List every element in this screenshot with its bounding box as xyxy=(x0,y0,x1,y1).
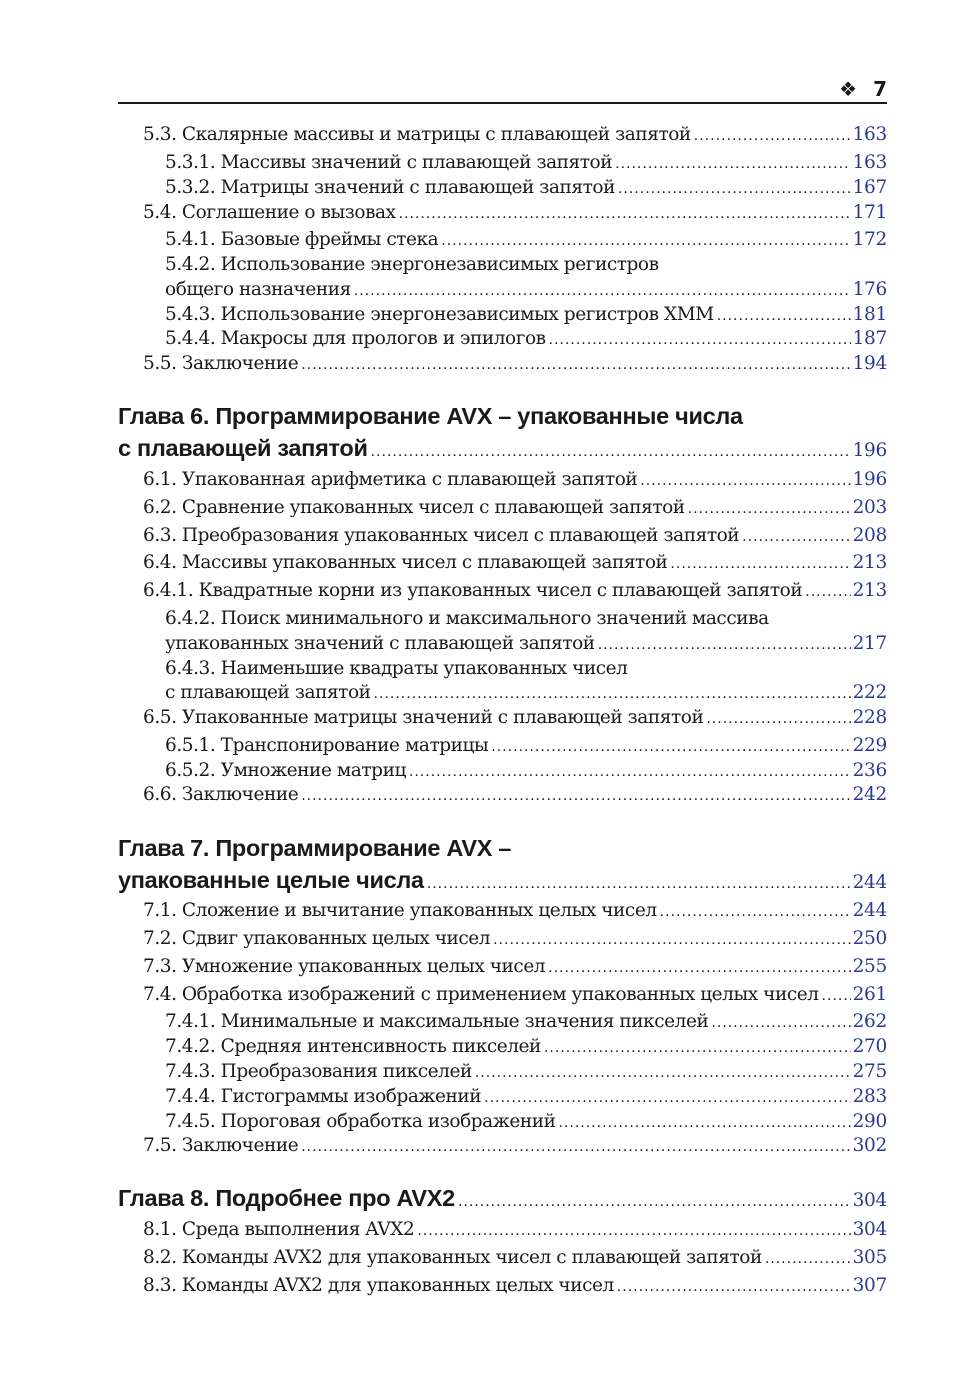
dot-leader xyxy=(475,1061,851,1085)
dot-leader xyxy=(660,900,851,924)
toc-entry-title: общего назначения xyxy=(165,279,351,300)
toc-entry[interactable] xyxy=(165,759,887,784)
toc-entry-page[interactable]: 228 xyxy=(852,707,887,728)
toc-entry[interactable] xyxy=(143,579,887,604)
toc-entry[interactable] xyxy=(143,468,887,493)
toc-entry-page[interactable]: 270 xyxy=(852,1036,887,1057)
toc-entry-title: 7.4.5. Пороговая обработка изображений xyxy=(165,1111,556,1132)
toc-entry-title: упакованных значений с плавающей запятой xyxy=(165,633,595,654)
toc-entry[interactable] xyxy=(143,783,887,808)
dot-leader xyxy=(484,1086,850,1110)
toc-entry-page[interactable]: 167 xyxy=(852,177,887,198)
dot-leader xyxy=(371,437,850,467)
toc-entry-title: 7.2. Сдвиг упакованных целых чисел xyxy=(143,928,491,949)
toc-entry-title: 7.4.3. Преобразования пикселей xyxy=(165,1061,472,1082)
dot-leader xyxy=(742,525,850,549)
dot-leader xyxy=(427,869,850,899)
dot-leader xyxy=(548,956,850,980)
chapter-page[interactable]: 244 xyxy=(852,872,887,893)
toc-entry[interactable] xyxy=(165,1010,887,1035)
toc-entry-page[interactable]: 244 xyxy=(852,900,887,921)
toc-entry-title-line1: 6.4.2. Поиск минимального и максимального значений массива xyxy=(165,608,769,629)
page-number: 7 xyxy=(873,77,887,101)
toc-entry-page[interactable]: 172 xyxy=(852,229,887,250)
toc-entry-page[interactable]: 163 xyxy=(852,124,887,145)
toc-entry[interactable] xyxy=(165,303,887,328)
chapter-title: с плавающей запятой xyxy=(118,435,368,461)
toc-entry-page[interactable]: 176 xyxy=(852,279,887,300)
dot-leader xyxy=(374,682,851,706)
toc-entry-title: 6.4.1. Квадратные корни из упакованных чисел с плавающей запятой xyxy=(143,580,803,601)
toc-entry-title: 5.3.2. Матрицы значений с плавающей запятой xyxy=(165,177,615,198)
dot-leader xyxy=(301,353,850,377)
toc-entry[interactable] xyxy=(143,1218,887,1243)
chapter-heading-line1: Глава 7. Программирование AVX – xyxy=(118,835,512,861)
toc-entry[interactable] xyxy=(165,278,887,303)
toc-entry-title: с плавающей запятой xyxy=(165,682,371,703)
toc-entry-title-line1: 6.4.3. Наименьшие квадраты упакованных чисел xyxy=(165,658,628,679)
dot-leader xyxy=(409,760,851,784)
dot-leader xyxy=(822,984,851,1008)
toc-entry-title: 7.1. Сложение и вычитание упакованных целых чисел xyxy=(143,900,657,921)
chapter-page[interactable]: 304 xyxy=(852,1190,887,1211)
toc-entry[interactable] xyxy=(143,123,887,148)
toc-entry-page[interactable]: 307 xyxy=(852,1275,887,1296)
toc-entry-title-line1: 5.4.2. Использование энергонезависимых регистров xyxy=(165,254,659,275)
toc-entry-page[interactable]: 208 xyxy=(852,525,887,546)
dot-leader xyxy=(765,1247,851,1271)
toc-entry-title: 6.5.2. Умножение матриц xyxy=(165,760,406,781)
toc-entry[interactable] xyxy=(143,706,887,731)
toc-entry[interactable] xyxy=(165,228,887,253)
toc-entry-page[interactable]: 236 xyxy=(852,760,887,781)
toc-entry-title: 7.4.2. Средняя интенсивность пикселей xyxy=(165,1036,541,1057)
toc-entry-page[interactable]: 305 xyxy=(852,1247,887,1268)
toc-entry[interactable] xyxy=(143,955,887,980)
toc-entry[interactable] xyxy=(165,1035,887,1060)
toc-entry[interactable] xyxy=(165,734,887,759)
toc-entry-page[interactable]: 171 xyxy=(852,202,887,223)
dot-leader xyxy=(558,1111,850,1135)
toc-entry-title: 6.1. Упакованная арифметика с плавающей запятой xyxy=(143,469,638,490)
toc-entry-page[interactable]: 213 xyxy=(852,552,887,573)
running-header xyxy=(118,76,887,104)
dot-leader xyxy=(805,580,850,604)
dot-leader xyxy=(417,1219,850,1243)
toc-entry-title: 8.3. Команды AVX2 для упакованных целых чисел xyxy=(143,1275,614,1296)
toc-entry-page[interactable]: 194 xyxy=(852,353,887,374)
dot-leader xyxy=(670,552,850,576)
toc-entry-title: 5.4.4. Макросы для прологов и эпилогов xyxy=(165,328,546,349)
dot-leader xyxy=(491,735,850,759)
toc-entry[interactable] xyxy=(165,1060,887,1085)
toc-entry-page[interactable]: 290 xyxy=(852,1111,887,1132)
dot-leader xyxy=(301,1135,850,1159)
toc-entry-title: 8.1. Среда выполнения AVX2 xyxy=(143,1219,415,1240)
toc-entry-page[interactable]: 242 xyxy=(852,784,887,805)
toc-entry-page[interactable]: 187 xyxy=(852,328,887,349)
toc-entry-title: 6.5. Упакованные матрицы значений с плавающей запятой xyxy=(143,707,704,728)
toc-entry[interactable] xyxy=(143,899,887,924)
toc-entry-page[interactable]: 261 xyxy=(852,984,887,1005)
toc-entry-title: 6.5.1. Транспонирование матрицы xyxy=(165,735,489,756)
toc-entry[interactable] xyxy=(165,681,887,706)
dot-leader xyxy=(615,152,850,176)
dot-leader xyxy=(458,1187,850,1217)
toc-entry-title: 8.2. Команды AVX2 для упакованных чисел с плавающей запятой xyxy=(143,1247,762,1268)
toc-entry-page[interactable]: 213 xyxy=(852,580,887,601)
toc-entry[interactable] xyxy=(143,1134,887,1159)
toc-entry-title: 6.2. Сравнение упакованных чисел с плавающей запятой xyxy=(143,497,685,518)
ornament-icon: ❖ xyxy=(839,77,857,101)
chapter-title: упакованные целые числа xyxy=(118,867,424,893)
toc-entry[interactable] xyxy=(143,524,887,549)
dot-leader xyxy=(711,1011,850,1035)
chapter-title: Глава 8. Подробнее про AVX2 xyxy=(118,1185,455,1211)
toc-entry-title: 5.4.1. Базовые фреймы стека xyxy=(165,229,439,250)
dot-leader xyxy=(688,497,851,521)
chapter-entry[interactable] xyxy=(118,1183,887,1217)
chapter-page[interactable]: 196 xyxy=(852,440,887,461)
dot-leader xyxy=(618,177,851,201)
toc-entry-title: 6.4. Массивы упакованных чисел с плавающей запятой xyxy=(143,552,668,573)
toc-entry[interactable] xyxy=(165,632,887,657)
toc-entry-title: 7.4.1. Минимальные и максимальные значения пикселей xyxy=(165,1011,709,1032)
dot-leader xyxy=(544,1036,851,1060)
toc-entry-page[interactable]: 181 xyxy=(852,304,887,325)
dot-leader xyxy=(301,784,850,808)
dot-leader xyxy=(640,469,850,493)
toc-entry[interactable] xyxy=(143,352,887,377)
dot-leader xyxy=(354,279,851,303)
dot-leader xyxy=(441,229,850,253)
toc-entry[interactable] xyxy=(165,1085,887,1110)
dot-leader xyxy=(598,633,851,657)
toc-entry-page[interactable]: 222 xyxy=(852,682,887,703)
toc-entry-title: 6.3. Преобразования упакованных чисел с плавающей запятой xyxy=(143,525,740,546)
toc-entry[interactable] xyxy=(143,1246,887,1271)
toc-entry[interactable] xyxy=(143,551,887,576)
toc-entry[interactable] xyxy=(143,1274,887,1299)
toc-entry[interactable] xyxy=(143,927,887,952)
toc-entry-title: 7.3. Умножение упакованных целых чисел xyxy=(143,956,546,977)
dot-leader xyxy=(399,202,851,226)
toc-entry[interactable] xyxy=(165,151,887,176)
toc-entry-page[interactable]: 283 xyxy=(852,1086,887,1107)
toc-entry[interactable] xyxy=(165,176,887,201)
toc-entry-page[interactable]: 250 xyxy=(852,928,887,949)
toc-entry-page[interactable]: 255 xyxy=(852,956,887,977)
toc-entry-page[interactable]: 196 xyxy=(852,469,887,490)
toc-entry-page[interactable]: 217 xyxy=(852,633,887,654)
chapter-heading-line1: Глава 6. Программирование AVX – упакованные числа xyxy=(118,403,743,429)
toc-entry-title: 7.5. Заключение xyxy=(143,1135,299,1156)
toc-entry-page[interactable]: 275 xyxy=(852,1061,887,1082)
toc-entry[interactable] xyxy=(143,201,887,226)
toc-entry-title: 5.4.3. Использование энергонезависимых регистров XMM xyxy=(165,304,714,325)
toc-entry[interactable] xyxy=(143,983,887,1008)
toc-entry-title: 5.5. Заключение xyxy=(143,353,299,374)
toc-entry-title: 7.4. Обработка изображений с применением упакованных целых чисел xyxy=(143,984,819,1005)
dot-leader xyxy=(493,928,850,952)
toc-entry-title: 5.3.1. Массивы значений с плавающей запятой xyxy=(165,152,613,173)
dot-leader xyxy=(706,707,850,731)
chapter-entry[interactable] xyxy=(118,865,887,899)
dot-leader xyxy=(549,328,851,352)
toc-entry[interactable] xyxy=(165,327,887,352)
toc-entry-page[interactable]: 203 xyxy=(852,497,887,518)
toc-entry-title: 6.6. Заключение xyxy=(143,784,299,805)
toc-entry-title: 7.4.4. Гистограммы изображений xyxy=(165,1086,482,1107)
toc-entry[interactable] xyxy=(143,496,887,521)
toc-entry-page[interactable]: 229 xyxy=(852,735,887,756)
toc-entry[interactable] xyxy=(165,1110,887,1135)
chapter-entry[interactable] xyxy=(118,433,887,467)
toc-entry-page[interactable]: 163 xyxy=(852,152,887,173)
dot-leader xyxy=(617,1275,851,1299)
dot-leader xyxy=(717,304,851,328)
toc-entry-page[interactable]: 302 xyxy=(852,1135,887,1156)
toc-entry-title: 5.3. Скалярные массивы и матрицы с плавающей запятой xyxy=(143,124,691,145)
dot-leader xyxy=(694,124,851,148)
toc-entry-page[interactable]: 262 xyxy=(852,1011,887,1032)
toc-entry-page[interactable]: 304 xyxy=(852,1219,887,1240)
toc-entry-title: 5.4. Соглашение о вызовах xyxy=(143,202,396,223)
